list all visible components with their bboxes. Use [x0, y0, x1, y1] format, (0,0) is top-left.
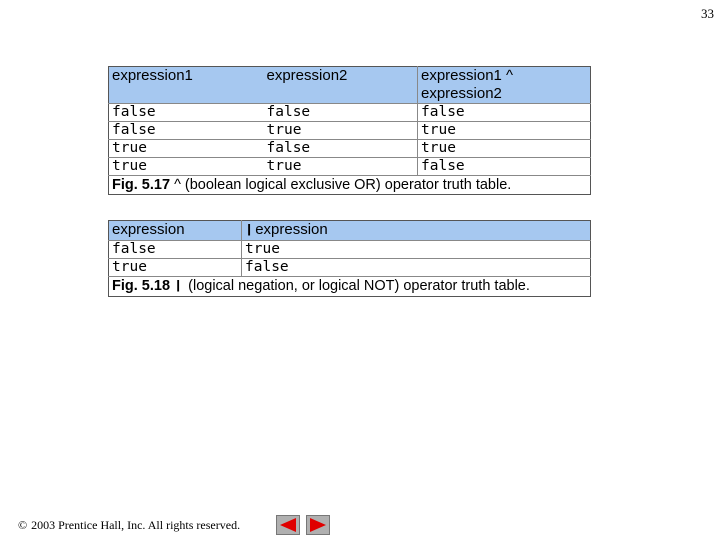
table-cell: false — [242, 258, 591, 276]
previous-slide-button[interactable] — [276, 515, 300, 535]
table-cell: true — [109, 140, 264, 158]
figure-caption — [109, 277, 591, 297]
table-cell: false — [264, 104, 418, 122]
table-cell: false — [109, 122, 264, 140]
table-caption-row — [109, 277, 591, 297]
table-row — [109, 158, 591, 176]
column-header: expression1 ^ expression2 — [418, 67, 591, 104]
table-header-row — [109, 67, 591, 104]
table-caption-row — [109, 176, 591, 195]
table-cell: false — [264, 140, 418, 158]
table-header-row — [109, 221, 591, 241]
table-cell: true — [418, 122, 591, 140]
not-operator-symbol: | — [176, 280, 181, 293]
table-row — [109, 140, 591, 158]
footer-copyright — [18, 518, 240, 533]
table-row — [109, 122, 591, 140]
column-header: expression — [109, 221, 242, 241]
column-header — [242, 221, 591, 241]
table-cell: false — [418, 158, 591, 176]
table-cell: true — [242, 240, 591, 258]
caption-text: (logical negation, or logical NOT) operator truth table. — [188, 278, 530, 295]
figure-label: Fig. 5.17 — [112, 177, 171, 193]
page-number: 33 — [701, 6, 714, 21]
table-row — [109, 240, 591, 258]
left-arrow-icon — [280, 518, 296, 532]
table-cell: true — [264, 158, 418, 176]
table-cell: true — [264, 122, 418, 140]
figure-label: Fig. 5.18 — [112, 278, 171, 295]
copyright-icon: © — [18, 518, 28, 532]
column-header: expression1 — [109, 67, 264, 104]
table-cell: true — [418, 140, 591, 158]
column-header: expression2 — [264, 67, 418, 104]
table-cell: false — [109, 240, 242, 258]
table-row — [109, 258, 591, 276]
table-row — [109, 104, 591, 122]
copyright-text: 2003 Prentice Hall, Inc. All rights reserved. — [31, 518, 241, 532]
not-truth-table — [108, 220, 591, 297]
figure-caption — [109, 176, 591, 195]
xor-truth-table — [108, 66, 591, 195]
table-cell: false — [109, 104, 264, 122]
table-cell: true — [109, 158, 264, 176]
next-slide-button[interactable] — [306, 515, 330, 535]
not-operator-symbol: | — [247, 222, 252, 237]
table-cell: true — [109, 258, 242, 276]
caption-text: ^ (boolean logical exclusive OR) operator truth table. — [174, 177, 512, 193]
column-header-text: expression — [255, 221, 328, 238]
table-cell: false — [418, 104, 591, 122]
right-arrow-icon — [310, 518, 326, 532]
